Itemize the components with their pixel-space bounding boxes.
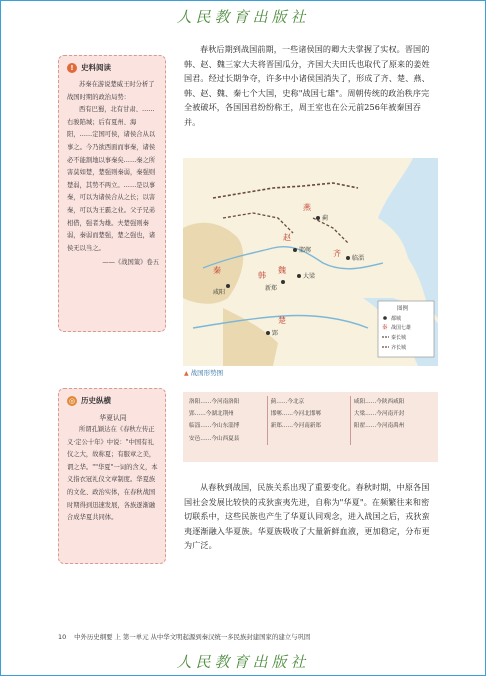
state-label: 魏 [278,266,286,275]
sidebar-history-box [58,388,166,564]
table-cell: 阳翟……今河南禹州 [350,420,433,432]
sidebar-reading-title: 史料阅读 [81,63,111,72]
footer-text: 中外历史纲要 上 第一单元 从中华文明起源到秦汉统一多民族封建国家的建立与巩固 [74,633,311,641]
legend-title: 图例 [397,306,409,312]
legend-item: 战国七雄 [391,325,412,331]
warring-states-map [183,158,438,366]
table-row [189,433,433,445]
page-number: 10 [58,633,67,641]
history-icon: ◎ [68,396,76,405]
sidebar-reading-source: ——《战国策》卷五 [102,259,159,267]
city-label: 蓟 [322,215,329,222]
table-cell [350,433,433,445]
capitals-table [189,396,433,445]
publisher-header: 人民教育出版社 [176,8,310,26]
legend-item: 齐长城 [391,345,407,351]
sidebar-history-title: 历史纵横 [81,396,111,405]
table-row [189,408,433,420]
table-cell: 邯郸……今河北邯郸 [267,408,350,420]
table-cell: 咸阳……今陕西咸阳 [350,396,433,408]
state-label: 楚 [278,316,286,325]
map-svg [183,158,438,366]
svg-text:秦: 秦 [382,325,388,331]
table-row [189,396,433,408]
city-label: 郢 [272,330,279,337]
table-cell [267,433,350,445]
sidebar-reading-header [67,62,159,73]
legend-item: 秦长城 [391,335,407,341]
table-cell: 洛阳……今河南洛阳 [189,399,240,405]
sidebar-reading-intro: 苏秦在游说楚威王时分析了战国时期的政治局势： [67,81,155,101]
table-cell: 郢……今湖北荆州 [189,411,234,418]
table-cell: 安邑……今山西夏县 [189,435,240,442]
table-row [189,420,433,432]
main-paragraph-2: 从春秋到战国，民族关系出现了重要变化。春秋时期，中原各国国社会发展比较快的戎狄蛮夷先进，自称为"华夏"。在频繁往来和密切联系中，这些民族也产生了华夏认同观念，进入战国之后，戎狄蛮夷逐渐融入华夏族。华夏族吸收了大量新鲜血液，更加稳定，分布更为广泛。 [184,482,430,551]
sidebar-history-header [67,395,159,406]
state-label: 韩 [258,271,266,280]
publisher-footer: 人民教育出版社 [176,653,310,671]
info-icon: ! [67,63,77,73]
sidebar-reading-quote: 西有巴蜀，北有甘肃、……右骏陷城；后有夏州、海阳，……定国可侯，诸侯合从以事之。今乃欲西面而事秦，诸侯必不能割地以事秦矣……秦之所害莫如楚，楚强则秦弱，秦强则楚弱，其势不两立。……是以事秦，可以为诸侯合从之长；以害秦，可以为王霸之业。父子兄弟相借，强者为雄。夫楚强则秦弱，秦弱而楚强，楚之强也，诸侯无以当之。 [67,106,156,252]
sidebar-history-para: 所谓孔颖达在《春秋左传正义·定公十年》中说："中国有礼仪之大，故称夏；有服章之美，谓之华。""华夏"一词的含义，本义指衣冠礼仪文章制度。华夏族的文化、政治实体，在春秋战国时期得到迅速发展，各族逐渐融合成华夏共同体。 [67,426,158,522]
table-cell: 大梁……今河南开封 [350,408,433,420]
city-label: 邯郸 [299,247,312,254]
legend-item: 都城 [391,316,402,322]
triangle-icon: ▲ [184,370,189,377]
map-caption [184,368,223,377]
state-label: 燕 [303,203,311,212]
map-caption-text: 战国形势图 [190,369,224,377]
state-label: 赵 [283,233,291,242]
city-label: 咸阳 [213,289,226,296]
state-label: 秦 [213,266,221,275]
capitals-table-box [183,392,438,462]
city-label: 新郑 [265,285,278,292]
table-cell: 新郑……今河南新郑 [267,420,350,432]
table-cell: 蓟……今北京 [267,396,350,408]
city-label: 大梁 [303,273,316,280]
sidebar-history-subtitle: 华夏认同 [99,414,127,422]
sidebar-reading-box [58,55,166,332]
page-footer [58,632,310,641]
city-label: 临淄 [352,255,365,262]
main-paragraph-1: 春秋后期到战国前期，一些诸侯国的卿大夫掌握了实权。晋国的韩、赵、魏三家大夫将晋国瓜分，齐国大夫田氏也取代了原来的姜姓国君。经过长期争夺，许多中小诸侯国消失了，形成了齐、楚、燕、韩、赵、魏、秦七个大国，史称"战国七雄"。周朝传统的政治秩序完全被破坏，各国国君纷纷称王，周王室也在公元前256年被秦国吞并。 [184,44,430,127]
table-cell: 临淄……今山东淄博 [189,423,240,430]
state-label: 齐 [333,249,341,258]
